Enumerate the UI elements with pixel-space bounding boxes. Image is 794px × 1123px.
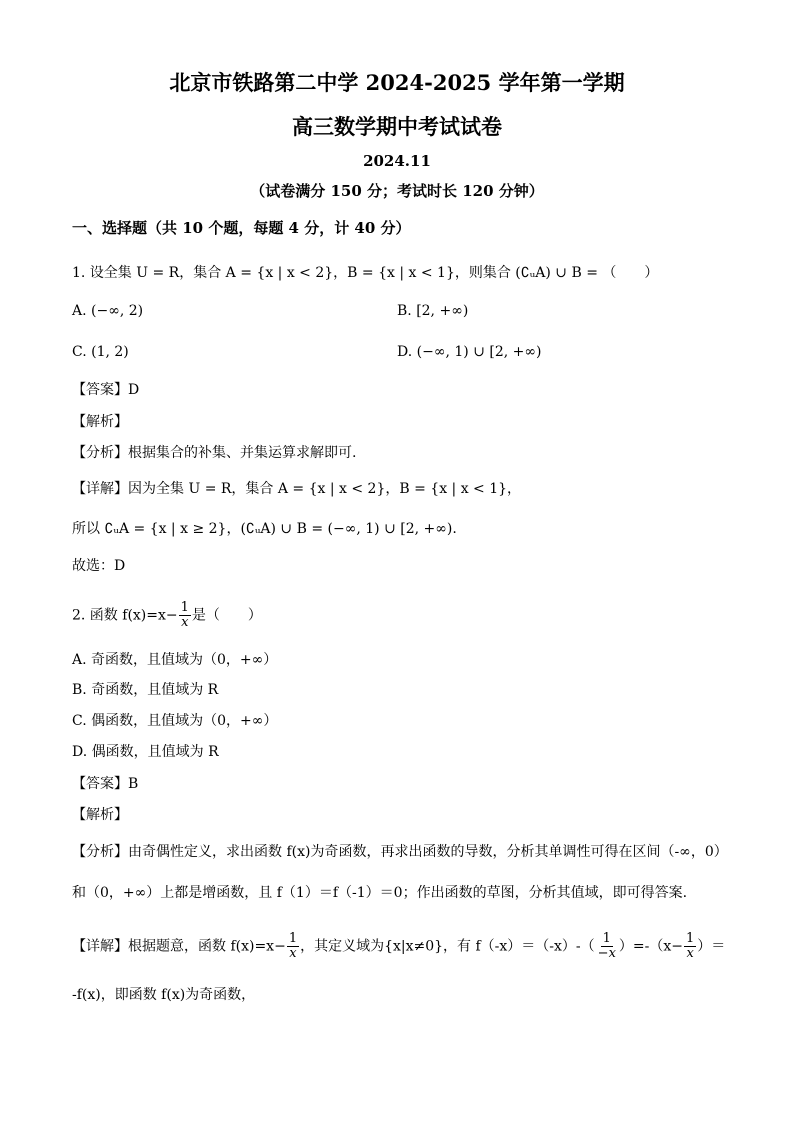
q2-analysis-line2: 和（0，+∞）上都是增函数，且 f（1）＝f（-1）＝0；作出函数的草图，分析其值域，即可得答案. <box>72 885 688 901</box>
q1-option-a: A. (−∞, 2) <box>72 303 144 319</box>
q2-answer: 【答案】B <box>72 776 139 792</box>
q1-option-d: D. (−∞, 1) ∪ [2, +∞) <box>397 344 542 360</box>
fraction-denominator: x <box>181 615 189 630</box>
q2-detail-last: -f(x)，即函数 f(x)为奇函数， <box>72 987 256 1003</box>
q2-stem-fraction <box>179 601 191 630</box>
q2-detail-mid1: ，其定义域为{x|x≠0}，有 f（-x）＝（-x）-（ <box>300 938 595 955</box>
q1-detail-line2: 所以 ∁ᵤA = {x | x ≥ 2}，(∁ᵤA) ∪ B = (−∞, 1) ∪ [2, +∞). <box>72 521 457 537</box>
q2-option-a: A. 奇函数，且值域为（0，+∞） <box>72 652 278 668</box>
exam-date: 2024.11 <box>363 152 431 170</box>
q1-option-c: C. (1, 2) <box>72 344 129 360</box>
fraction-numerator: 1 <box>180 600 189 615</box>
section-heading: 一、选择题（共 10 个题，每题 4 分，计 40 分） <box>72 219 411 237</box>
q1-jiexi-label: 【解析】 <box>72 414 128 430</box>
q2-detail-fraction3 <box>684 932 696 961</box>
fraction-numerator: 1 <box>288 931 298 946</box>
q2-detail-fraction1 <box>287 932 299 961</box>
q2-stem <box>72 601 262 630</box>
q1-option-b: B. [2, +∞) <box>397 303 469 319</box>
q2-detail-mid2: ）=-（x− <box>618 938 683 955</box>
q1-analysis: 【分析】根据集合的补集、并集运算求解即可. <box>72 445 357 461</box>
q2-option-c: C. 偶函数，且值域为（0，+∞） <box>72 713 278 729</box>
q2-analysis-line1: 【分析】由奇偶性定义，求出函数 f(x)为奇函数，再求出函数的导数，分析其单调性可得在区间（-∞，0） <box>72 844 728 860</box>
fraction-denominator: x <box>289 946 297 961</box>
fraction-numerator: 1 <box>686 931 695 946</box>
q2-detail <box>72 932 725 961</box>
exam-title: 北京市铁路第二中学 2024-2025 学年第一学期 <box>169 70 625 95</box>
q2-detail-pre: 【详解】根据题意，函数 f(x)=x− <box>72 938 286 955</box>
fraction-denominator: −x <box>597 946 616 961</box>
q1-answer: 【答案】D <box>72 382 140 398</box>
q2-detail-fraction2 <box>596 932 618 961</box>
q2-stem-post: 是（ ） <box>191 607 262 624</box>
q1-choose: 故选：D <box>72 558 126 574</box>
q2-jiexi-label: 【解析】 <box>72 807 128 823</box>
exam-subtitle: 高三数学期中考试试卷 <box>292 114 502 139</box>
fraction-denominator: x <box>686 946 694 961</box>
exam-info: （试卷满分 150 分；考试时长 120 分钟） <box>250 182 544 200</box>
q2-stem-pre: 2. 函数 f(x)=x− <box>72 607 178 624</box>
fraction-numerator: 1 <box>602 931 611 946</box>
q2-option-d: D. 偶函数，且值域为 R <box>72 744 219 760</box>
q1-stem: 1. 设全集 U = R，集合 A = {x | x < 2}，B = {x | x < 1}，则集合 (∁ᵤA) ∪ B = （ ） <box>72 265 659 281</box>
q1-detail: 【详解】因为全集 U = R，集合 A = {x | x < 2}，B = {x | x < 1}， <box>72 481 522 497</box>
q2-detail-post: ）＝ <box>697 938 726 955</box>
q2-option-b: B. 奇函数，且值域为 R <box>72 682 219 698</box>
